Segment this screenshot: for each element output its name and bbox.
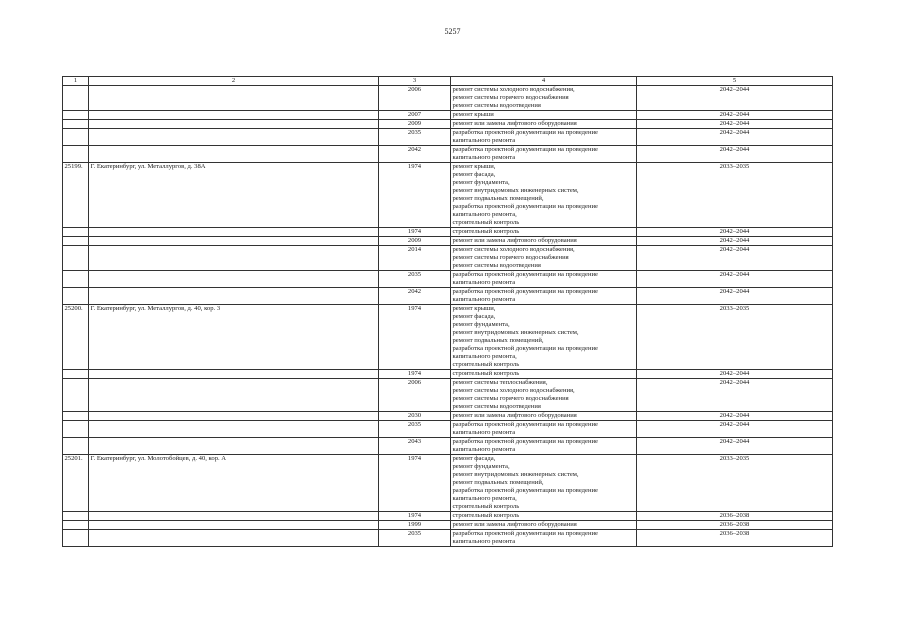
table-row (63, 370, 833, 379)
row-number-cell: 25199. (63, 163, 89, 228)
work-type-cell: ремонт или замена лифтового оборудования (451, 237, 637, 246)
table-row (63, 237, 833, 246)
address-cell: Г. Екатеринбург, ул. Металлургов, д. 40, кор. 3 (89, 305, 379, 370)
address-cell: Г. Екатеринбург, ул. Металлургов, д. 38А (89, 163, 379, 228)
address-cell (89, 521, 379, 530)
row-number-cell (63, 271, 89, 288)
table-row (63, 288, 833, 305)
table-row (63, 111, 833, 120)
year-cell: 1974 (379, 228, 451, 237)
planned-period-cell: 2042–2044 (637, 271, 833, 288)
address-cell: Г. Екатеринбург, ул. Молотобойцев, д. 40, кор. А (89, 455, 379, 512)
table-row (63, 163, 833, 228)
work-type-cell: разработка проектной документации на проведение капитального ремонта (451, 271, 637, 288)
column-number-5: 5 (637, 77, 833, 86)
work-type-cell: ремонт системы холодного водоснабжения, ремонт системы горячего водоснабжения ремонт системы водоотведения (451, 246, 637, 271)
year-cell: 2042 (379, 288, 451, 305)
planned-period-cell: 2036–2038 (637, 512, 833, 521)
column-number-4: 4 (451, 77, 637, 86)
address-cell (89, 530, 379, 547)
work-type-cell: ремонт системы холодного водоснабжения, ремонт системы горячего водоснабжения ремонт системы водоотведения (451, 86, 637, 111)
planned-period-cell: 2042–2044 (637, 412, 833, 421)
work-type-cell: ремонт крыши, ремонт фасада, ремонт фундамента, ремонт внутридомовых инженерных систем, ремонт подвальных помещений, разработка проектной документации на проведение капитального ремонта, строительный контроль (451, 163, 637, 228)
row-number-cell (63, 86, 89, 111)
work-type-cell: разработка проектной документации на проведение капитального ремонта (451, 129, 637, 146)
address-cell (89, 438, 379, 455)
work-type-cell: ремонт системы теплоснабжения, ремонт системы холодного водоснабжения, ремонт системы горячего водоснабжения ремонт системы водоотведения (451, 379, 637, 412)
planned-period-cell: 2033–2035 (637, 455, 833, 512)
row-number-cell (63, 412, 89, 421)
planned-period-cell: 2042–2044 (637, 228, 833, 237)
column-number-3: 3 (379, 77, 451, 86)
year-cell: 1974 (379, 305, 451, 370)
planned-period-cell: 2036–2038 (637, 521, 833, 530)
year-cell: 1974 (379, 370, 451, 379)
work-type-cell: ремонт крыши, ремонт фасада, ремонт фундамента, ремонт внутридомовых инженерных систем, ремонт подвальных помещений, разработка проектной документации на проведение капитального ремонта, строительный контроль (451, 305, 637, 370)
year-cell: 2006 (379, 86, 451, 111)
row-number-cell (63, 146, 89, 163)
address-cell (89, 512, 379, 521)
address-cell (89, 86, 379, 111)
address-cell (89, 146, 379, 163)
row-number-cell (63, 120, 89, 129)
planned-period-cell: 2033–2035 (637, 163, 833, 228)
table-row (63, 412, 833, 421)
work-type-cell: ремонт или замена лифтового оборудования (451, 120, 637, 129)
planned-period-cell: 2042–2044 (637, 86, 833, 111)
address-cell (89, 111, 379, 120)
table-row (63, 521, 833, 530)
row-number-cell (63, 379, 89, 412)
column-number-row (63, 77, 833, 86)
planned-period-cell: 2042–2044 (637, 146, 833, 163)
work-type-cell: строительный контроль (451, 512, 637, 521)
table-row (63, 86, 833, 111)
year-cell: 2035 (379, 271, 451, 288)
row-number-cell: 25201. (63, 455, 89, 512)
address-cell (89, 421, 379, 438)
row-number-cell: 25200. (63, 305, 89, 370)
table-row (63, 120, 833, 129)
work-type-cell: строительный контроль (451, 228, 637, 237)
address-cell (89, 288, 379, 305)
address-cell (89, 246, 379, 271)
row-number-cell (63, 530, 89, 547)
row-number-cell (63, 228, 89, 237)
table-row (63, 512, 833, 521)
work-type-cell: разработка проектной документации на проведение капитального ремонта (451, 146, 637, 163)
row-number-cell (63, 521, 89, 530)
year-cell: 2006 (379, 379, 451, 412)
table-body (63, 77, 833, 547)
address-cell (89, 120, 379, 129)
row-number-cell (63, 111, 89, 120)
work-type-cell: ремонт фасада, ремонт фундамента, ремонт внутридомовых инженерных систем, ремонт подвальных помещений, разработка проектной документации на проведение капитального ремонта, строительный контроль (451, 455, 637, 512)
year-cell: 2043 (379, 438, 451, 455)
planned-period-cell: 2042–2044 (637, 438, 833, 455)
table-row (63, 271, 833, 288)
page-number: 5257 (444, 27, 461, 36)
year-cell: 2035 (379, 129, 451, 146)
planned-period-cell: 2042–2044 (637, 111, 833, 120)
year-cell: 1974 (379, 512, 451, 521)
column-number-1: 1 (63, 77, 89, 86)
column-number-2: 2 (89, 77, 379, 86)
row-number-cell (63, 438, 89, 455)
row-number-cell (63, 237, 89, 246)
row-number-cell (63, 512, 89, 521)
table-row (63, 129, 833, 146)
year-cell: 1974 (379, 455, 451, 512)
table-row (63, 246, 833, 271)
work-type-cell: разработка проектной документации на проведение капитального ремонта (451, 421, 637, 438)
year-cell: 2009 (379, 237, 451, 246)
table-row (63, 379, 833, 412)
planned-period-cell: 2033–2035 (637, 305, 833, 370)
row-number-cell (63, 129, 89, 146)
work-type-cell: разработка проектной документации на проведение капитального ремонта (451, 530, 637, 547)
address-cell (89, 237, 379, 246)
year-cell: 1999 (379, 521, 451, 530)
year-cell: 2014 (379, 246, 451, 271)
table-row (63, 305, 833, 370)
table-row (63, 146, 833, 163)
planned-period-cell: 2036–2038 (637, 530, 833, 547)
address-cell (89, 379, 379, 412)
year-cell: 2042 (379, 146, 451, 163)
planned-period-cell: 2042–2044 (637, 129, 833, 146)
address-cell (89, 228, 379, 237)
row-number-cell (63, 370, 89, 379)
work-type-cell: ремонт или замена лифтового оборудования (451, 412, 637, 421)
work-type-cell: строительный контроль (451, 370, 637, 379)
table-row (63, 438, 833, 455)
year-cell: 1974 (379, 163, 451, 228)
address-cell (89, 129, 379, 146)
work-type-cell: ремонт крыши (451, 111, 637, 120)
planned-period-cell: 2042–2044 (637, 288, 833, 305)
row-number-cell (63, 288, 89, 305)
year-cell: 2035 (379, 530, 451, 547)
planned-period-cell: 2042–2044 (637, 246, 833, 271)
planned-period-cell: 2042–2044 (637, 379, 833, 412)
planned-period-cell: 2042–2044 (637, 120, 833, 129)
year-cell: 2030 (379, 412, 451, 421)
address-cell (89, 412, 379, 421)
capital-repair-table (62, 76, 833, 547)
row-number-cell (63, 421, 89, 438)
work-type-cell: ремонт или замена лифтового оборудования (451, 521, 637, 530)
year-cell: 2007 (379, 111, 451, 120)
work-type-cell: разработка проектной документации на проведение капитального ремонта (451, 288, 637, 305)
planned-period-cell: 2042–2044 (637, 370, 833, 379)
year-cell: 2009 (379, 120, 451, 129)
year-cell: 2035 (379, 421, 451, 438)
planned-period-cell: 2042–2044 (637, 237, 833, 246)
work-type-cell: разработка проектной документации на проведение капитального ремонта (451, 438, 637, 455)
address-cell (89, 271, 379, 288)
table-row (63, 421, 833, 438)
table-row (63, 455, 833, 512)
row-number-cell (63, 246, 89, 271)
address-cell (89, 370, 379, 379)
planned-period-cell: 2042–2044 (637, 421, 833, 438)
table-row (63, 228, 833, 237)
table-row (63, 530, 833, 547)
